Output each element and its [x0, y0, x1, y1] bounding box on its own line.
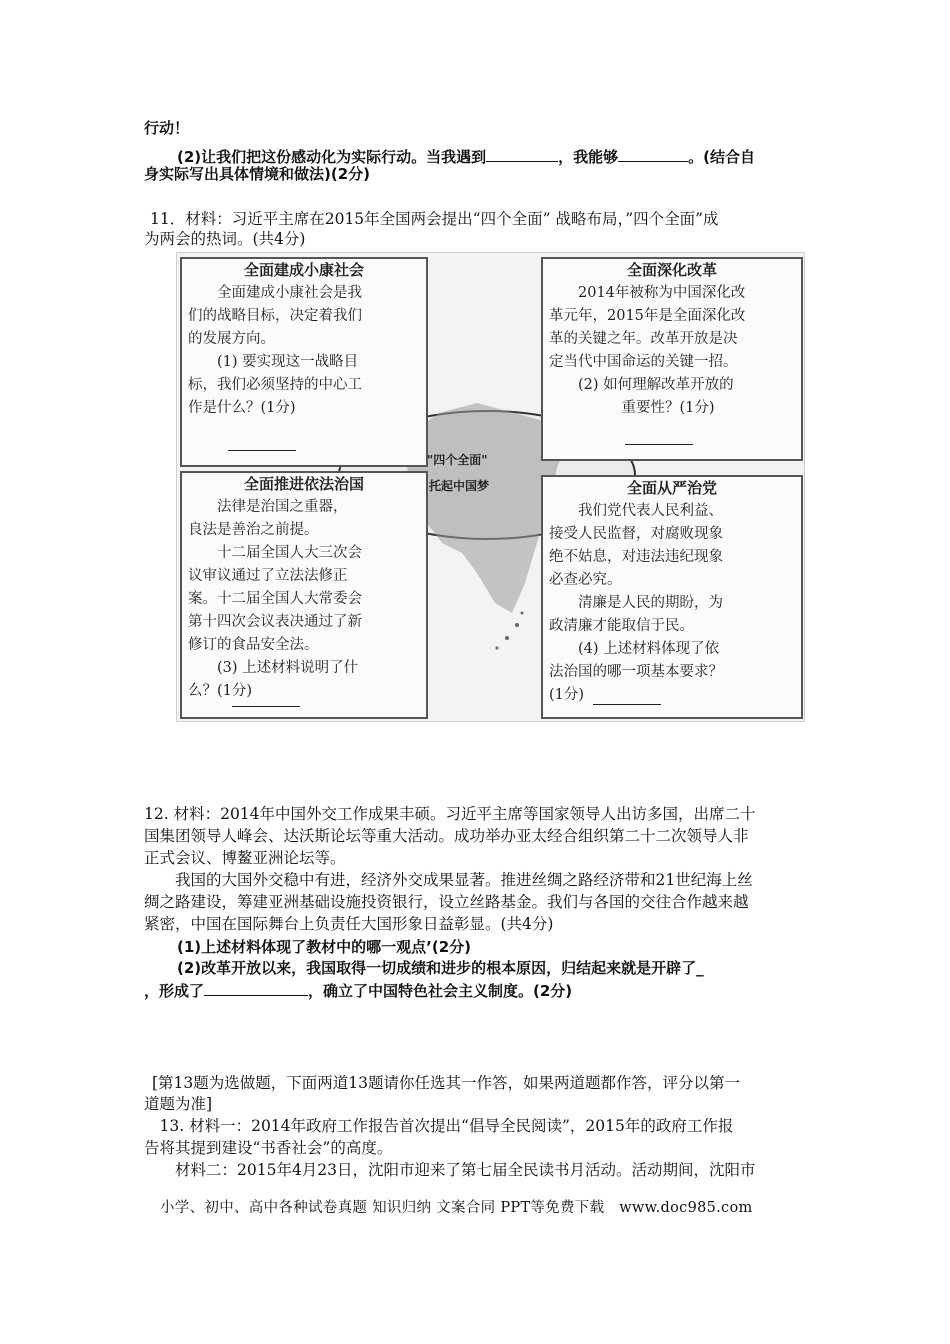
box-line: 修订的食品安全法。	[188, 637, 319, 653]
box-line: 全面建成小康社会是我	[188, 285, 362, 301]
box-line: 标，我们必须坚持的中心工	[188, 377, 362, 393]
box-line: 们的战略目标，决定着我们	[188, 308, 362, 324]
box-line: 必查必究。	[549, 572, 622, 588]
four-comprehensives-figure	[176, 252, 805, 722]
answer-line-4[interactable]	[593, 703, 661, 705]
box-line: 2014年被称为中国深化改	[549, 285, 746, 301]
sub2-text-part1: ，形成了	[144, 982, 205, 1000]
answer-line-1[interactable]	[228, 449, 296, 451]
oval-caption-1: "四个全面"	[427, 453, 488, 467]
question-13-line-2: 告将其提到建设“书香社会”的高度。	[144, 1139, 393, 1157]
box-line: 接受人民监督，对腐败现象	[549, 526, 723, 542]
box-rule-of-law	[180, 471, 428, 719]
oval-caption-2: 托起中国梦	[429, 479, 490, 493]
box-line: 法律是治国之重器，	[188, 499, 348, 515]
question-12-sub-2-line-2	[144, 979, 572, 1001]
question-13-line-1: 13. 材料一：2014年政府工作报告首次提出“倡导全民阅读”，2015年的政府工作报	[144, 1117, 734, 1135]
question-13-line-3: 材料二：2015年4月23日，沈阳市迎来了第七届全民读书月活动。活动期间，沈阳市	[144, 1161, 756, 1179]
q2-text-part1: (2)让我们把这份感动化为实际行动。当我遇到	[177, 148, 487, 166]
box-party	[541, 475, 803, 719]
box-line: 十二届全国人大三次会	[188, 545, 362, 561]
box-title: 全面深化改革	[626, 261, 717, 279]
answer-blank-theory[interactable]	[204, 979, 308, 996]
sub2-text-part2: ，确立了中国特色社会主义制度。(2分)	[308, 982, 573, 1000]
question-13-note-line-1: [第13题为选做题，下面两道13题请你任选其一作答，如果两道题都作答，评分以第一	[152, 1074, 740, 1092]
question-11-line-1: 11．材料：习近平主席在2015年全国两会提出“四个全面” 战略布局，”四个全面”成	[150, 210, 719, 228]
question-12-line-6: 紧密，中国在国际舞台上负责任大国形象日益彰显。(共4分)	[144, 915, 554, 933]
box-line: 定当代中国命运的关键一招。	[549, 354, 738, 370]
box-line: 清廉是人民的期盼，为	[549, 595, 723, 611]
question-12-line-4: 我国的大国外交稳中有进，经济外交成果显著。推进丝绸之路经济带和21世纪海上丝	[144, 871, 753, 889]
q2-text-part3: 。(结合自	[688, 148, 756, 166]
box-line: 革元年，2015年是全面深化改	[549, 308, 746, 324]
answer-line-2[interactable]	[625, 443, 693, 445]
box-line: (4) 上述材料体现了依	[549, 641, 720, 657]
q2-line-2: 身实际写出具体情境和做法)(2分)	[144, 165, 371, 183]
box-title: 全面建成小康社会	[243, 261, 364, 279]
box-line: 的发展方向。	[188, 331, 275, 347]
box-line: (1) 要实现这一战略目	[188, 354, 359, 370]
question-11-line-2: 为两会的热词。(共4分)	[144, 230, 306, 248]
question-12-line-2: 国集团领导人峰会、达沃斯论坛等重大活动。成功举办亚太经合组织第二十二次领导人非	[144, 827, 749, 845]
box-line: 重要性？(1分)	[549, 400, 715, 416]
box-line: 良法是善治之前提。	[188, 522, 319, 538]
question-12-line-3: 正式会议、博鳌亚洲论坛等。	[144, 849, 346, 867]
question-12-line-1: 12. 材料：2014年中国外交工作成果丰硕。习近平主席等国家领导人出访多国，出席二十	[144, 805, 756, 823]
box-line: 么？(1分)	[188, 683, 253, 699]
box-line: 绝不姑息，对违法违纪现象	[549, 549, 723, 565]
box-line: 议审议通过了立法法修正	[188, 568, 348, 584]
box-line: 政清廉才能取信于民。	[549, 618, 694, 634]
page-footer: 小学、初中、高中各种试卷真题 知识归纳 文案合同 PPT等免费下载 www.doc985.com	[160, 1200, 753, 1216]
question-12-sub-2-line-1: (2)改革开放以来，我国取得一切成绩和进步的根本原因，归结起来就是开辟了_	[177, 959, 704, 977]
q2-text-part2: ，我能够	[558, 148, 619, 166]
answer-blank-action[interactable]	[618, 145, 688, 162]
box-reform	[541, 257, 803, 461]
box-line: (2) 如何理解改革开放的	[549, 377, 734, 393]
box-line: (3) 上述材料说明了什	[188, 660, 359, 676]
box-xiaokang	[180, 257, 428, 467]
box-line: 案。十二届全国人大常委会	[188, 591, 362, 607]
box-line: (1分)	[549, 687, 585, 703]
box-title: 全面从严治党	[626, 479, 717, 497]
box-line: 我们党代表人民利益、	[549, 503, 723, 519]
box-line: 作是什么？(1分)	[188, 400, 296, 416]
question-12-sub-1: (1)上述材料体现了教材中的哪一观点’(2分)	[177, 938, 471, 956]
question-13-note-line-2: 道题为准]	[144, 1095, 213, 1113]
answer-blank-situation[interactable]	[486, 145, 558, 162]
box-line: 革的关键之年。改革开放是决	[549, 331, 738, 347]
answer-line-3[interactable]	[232, 705, 300, 707]
question-12-line-5: 绸之路建设，筹建亚洲基础设施投资银行，设立丝路基金。我们与各国的交往合作越来越	[144, 893, 749, 911]
top-line-1: 行动！	[144, 119, 190, 137]
box-line: 法治国的哪一项基本要求？	[549, 664, 723, 680]
box-title: 全面推进依法治国	[243, 475, 364, 493]
box-line: 第十四次会议表决通过了新	[188, 614, 362, 630]
